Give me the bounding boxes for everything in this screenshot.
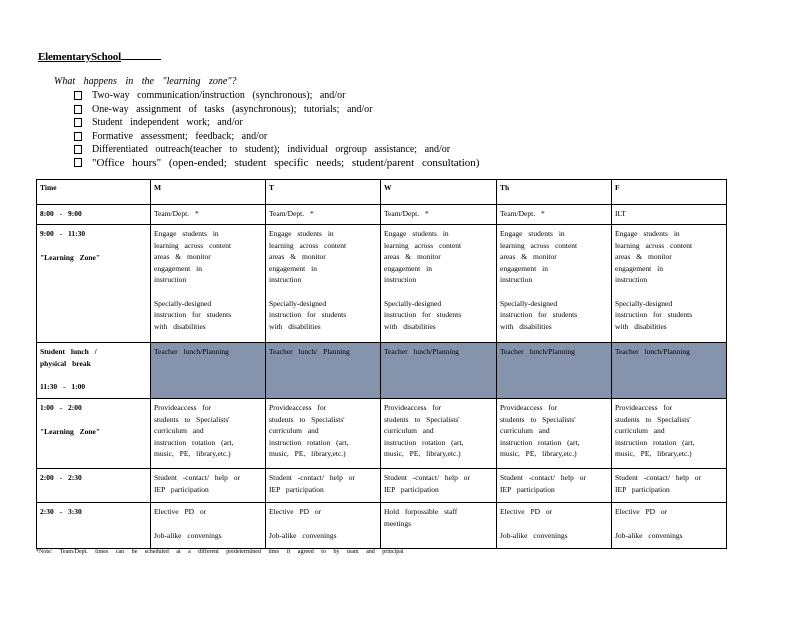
schedule-cell xyxy=(497,503,612,549)
cell-text: Specially-designed xyxy=(154,298,212,308)
cell-text: "Learning Zone" xyxy=(40,252,101,262)
cell-text: curriculum and xyxy=(154,426,204,435)
table-row xyxy=(37,225,727,343)
cell-text: Elective PD or xyxy=(615,507,668,516)
cell-text: areas & monitor xyxy=(500,252,557,261)
list-item-text: Student independent work; and/or xyxy=(92,117,243,128)
list-item-text: Differentiated outreach(teacher to student); individual orgroup assistance; and/or xyxy=(92,144,451,155)
list-item xyxy=(74,143,479,157)
cell-text: students to Specialists' xyxy=(154,414,230,424)
schedule-table xyxy=(36,179,727,549)
schedule-cell xyxy=(497,469,612,503)
cell-text: Engage students in xyxy=(384,229,449,238)
learning-zone-question: What happens in the "learning zone"? xyxy=(54,76,237,87)
cell-text: learning across content xyxy=(269,240,347,250)
cell-text: instruction rotation (art, xyxy=(154,437,234,447)
cell-text: Teacher lunch/Planning xyxy=(154,347,229,356)
cell-text: curriculum and xyxy=(269,426,319,435)
cell-text: Student -contact/ help or xyxy=(500,473,586,482)
cell-text: Engage students in xyxy=(154,229,219,238)
cell-text: meetings xyxy=(384,518,412,528)
list-item xyxy=(74,89,479,103)
cell-text: Job-alike convenings xyxy=(500,530,568,540)
cell-text: 9:00 - 11:30 xyxy=(40,229,86,238)
cell-text: Teacher lunch/Planning xyxy=(615,347,690,356)
cell-text: Provideaccess for xyxy=(384,403,442,412)
cell-text: Specially-designed xyxy=(615,298,673,308)
table-row xyxy=(37,343,727,399)
cell-text: Student -contact/ help or xyxy=(384,473,470,482)
schedule-cell xyxy=(612,469,727,503)
cell-text: 2:00 - 2:30 xyxy=(40,473,82,482)
cell-text: Job-alike convenings xyxy=(154,530,222,540)
cell-text: with disabilities xyxy=(269,321,321,331)
cell-text: Team/Dept. * xyxy=(269,209,314,218)
cell-text: curriculum and xyxy=(500,426,550,435)
cell-text: engagement in xyxy=(500,263,548,273)
column-header: W xyxy=(381,180,497,205)
cell-text: Team/Dept. * xyxy=(154,209,199,218)
cell-text: areas & monitor xyxy=(615,252,672,261)
cell-text: Hold forpossible staff xyxy=(384,507,458,516)
checkbox-icon xyxy=(74,158,82,167)
activity-list xyxy=(74,89,479,170)
cell-text: Elective PD or xyxy=(500,507,553,516)
cell-text: Job-alike convenings xyxy=(269,530,337,540)
schedule-cell xyxy=(151,503,266,549)
schedule-cell xyxy=(151,469,266,503)
time-cell xyxy=(37,205,151,225)
cell-text: curriculum and xyxy=(384,426,434,435)
cell-text: Team/Dept. * xyxy=(500,209,545,218)
cell-text: IEP participation xyxy=(615,484,670,494)
cell-text: Engage students in xyxy=(269,229,334,238)
cell-text: Student -contact/ help or xyxy=(154,473,240,482)
cell-text: with disabilities xyxy=(384,321,436,331)
schedule-cell xyxy=(612,343,727,399)
cell-text: Student -contact/ help or xyxy=(269,473,355,482)
cell-text: 8:00 - 9:00 xyxy=(40,209,82,218)
list-item-text: One-way assignment of tasks (asynchronous); tutorials; and/or xyxy=(92,103,373,115)
schedule-cell xyxy=(612,503,727,549)
cell-text: Provideaccess for xyxy=(500,403,558,412)
cell-text: with disabilities xyxy=(154,321,206,331)
cell-text: Teacher lunch/Planning xyxy=(500,347,575,356)
schedule-cell xyxy=(497,343,612,399)
list-item-text: Formative assessment; feedback; and/or xyxy=(92,130,268,142)
cell-text: IEP participation xyxy=(384,484,439,494)
cell-text: instruction xyxy=(384,275,417,284)
page-title: ElementarySchool xyxy=(38,50,161,63)
cell-text: instruction for students xyxy=(384,310,462,319)
cell-text: Specially-designed xyxy=(500,298,558,308)
cell-text: instruction xyxy=(500,275,533,284)
schedule-cell xyxy=(612,205,727,225)
time-cell xyxy=(37,343,151,399)
time-cell xyxy=(37,225,151,343)
cell-text: engagement in xyxy=(615,263,663,273)
column-header: F xyxy=(612,180,727,205)
cell-text: Provideaccess for xyxy=(269,403,327,412)
table-header-row xyxy=(37,180,727,205)
schedule-cell xyxy=(612,225,727,343)
column-header: T xyxy=(266,180,381,205)
schedule-cell xyxy=(266,343,381,399)
cell-text: engagement in xyxy=(384,263,432,273)
cell-text: Provideaccess for xyxy=(154,403,212,412)
cell-text: instruction for students xyxy=(269,310,347,319)
cell-text: students to Specialists' xyxy=(500,414,576,424)
column-header: Time xyxy=(37,180,151,205)
cell-text: engagement in xyxy=(154,263,202,273)
time-cell xyxy=(37,399,151,469)
schedule-cell xyxy=(266,399,381,469)
cell-text: learning across content xyxy=(615,240,693,250)
column-header: Th xyxy=(497,180,612,205)
time-cell xyxy=(37,503,151,549)
cell-text: Teacher lunch/ Planning xyxy=(269,347,350,356)
cell-text: 1:00 - 2:00 xyxy=(40,403,82,412)
schedule-cell xyxy=(381,469,497,503)
checkbox-icon xyxy=(74,105,82,114)
cell-text: music, PE, library,etc.) xyxy=(154,449,231,458)
cell-text: Elective PD or xyxy=(269,507,322,516)
cell-text: 2:30 - 3:30 xyxy=(40,507,82,516)
table-row xyxy=(37,205,727,225)
cell-text: instruction for students xyxy=(500,310,578,319)
schedule-cell xyxy=(151,343,266,399)
cell-text: physical break xyxy=(40,358,91,368)
cell-text: music, PE, library,etc.) xyxy=(500,449,577,458)
list-item xyxy=(74,157,479,171)
cell-text: Team/Dept. * xyxy=(384,209,429,218)
cell-text: Student lunch / xyxy=(40,347,97,356)
cell-text: Provideaccess for xyxy=(615,403,673,412)
cell-text: areas & monitor xyxy=(154,252,211,261)
schedule-cell xyxy=(266,469,381,503)
cell-text: students to Specialists' xyxy=(615,414,691,424)
cell-text: Job-alike convenings xyxy=(615,530,683,540)
cell-text: Specially-designed xyxy=(269,298,327,308)
schedule-cell xyxy=(381,399,497,469)
checkbox-icon xyxy=(74,145,82,154)
cell-text: instruction xyxy=(154,275,187,284)
list-item-text: Two-way communication/instruction (synchronous); and/or xyxy=(92,90,346,101)
cell-text: IEP participation xyxy=(269,484,324,494)
cell-text: music, PE, library,etc.) xyxy=(384,449,461,458)
time-cell xyxy=(37,469,151,503)
checkbox-icon xyxy=(74,118,82,127)
footnote: *Note: Team/Dept. times can be scheduled at a different predetermined time if agreed to by team and principal xyxy=(36,549,404,555)
cell-text: music, PE, library,etc.) xyxy=(269,449,346,458)
cell-text: curriculum and xyxy=(615,426,665,435)
cell-text: learning across content xyxy=(154,240,232,250)
schedule-cell xyxy=(266,503,381,549)
cell-text: IEP participation xyxy=(500,484,555,494)
cell-text: instruction for students xyxy=(615,310,693,319)
list-item-text: "Office hours" (open-ended; student specific needs; student/parent consultation) xyxy=(92,156,480,169)
cell-text: Specially-designed xyxy=(384,298,442,308)
table-row xyxy=(37,399,727,469)
cell-text: Engage students in xyxy=(615,229,680,238)
table-row xyxy=(37,469,727,503)
checkbox-icon xyxy=(74,132,82,141)
schedule-cell xyxy=(381,503,497,549)
cell-text: 11:30 - 1:00 xyxy=(40,382,86,391)
cell-text: "Learning Zone" xyxy=(40,426,101,436)
schedule-cell xyxy=(266,225,381,343)
cell-text: students to Specialists' xyxy=(384,414,460,424)
cell-text: instruction rotation (art, xyxy=(384,437,464,447)
cell-text: with disabilities xyxy=(500,321,552,331)
schedule-cell xyxy=(151,399,266,469)
schedule-cell xyxy=(497,205,612,225)
cell-text: Engage students in xyxy=(500,229,565,238)
schedule-cell xyxy=(381,343,497,399)
cell-text: ILT xyxy=(615,209,626,218)
cell-text: areas & monitor xyxy=(384,252,441,261)
cell-text: IEP participation xyxy=(154,484,209,494)
schedule-cell xyxy=(151,225,266,343)
cell-text: instruction rotation (art, xyxy=(269,437,349,447)
schedule-cell xyxy=(497,399,612,469)
cell-text: instruction rotation (art, xyxy=(500,437,580,447)
cell-text: learning across content xyxy=(500,240,578,250)
schedule-cell xyxy=(381,205,497,225)
cell-text: Elective PD or xyxy=(154,507,207,516)
cell-text: instruction for students xyxy=(154,310,232,319)
cell-text: with disabilities xyxy=(615,321,667,331)
cell-text: music, PE, library,etc.) xyxy=(615,449,692,458)
table-row xyxy=(37,503,727,549)
list-item xyxy=(74,116,479,130)
cell-text: engagement in xyxy=(269,263,317,273)
schedule-cell xyxy=(612,399,727,469)
checkbox-icon xyxy=(74,91,82,100)
column-header: M xyxy=(151,180,266,205)
schedule-cell xyxy=(266,205,381,225)
cell-text: instruction xyxy=(615,275,648,284)
cell-text: Teacher lunch/Planning xyxy=(384,347,459,356)
schedule-cell xyxy=(381,225,497,343)
list-item xyxy=(74,130,479,144)
cell-text: instruction rotation (art, xyxy=(615,437,695,447)
cell-text: students to Specialists' xyxy=(269,414,345,424)
cell-text: learning across content xyxy=(384,240,462,250)
list-item xyxy=(74,103,479,117)
schedule-cell xyxy=(497,225,612,343)
schedule-cell xyxy=(151,205,266,225)
cell-text: instruction xyxy=(269,275,302,284)
cell-text: Student -contact/ help or xyxy=(615,473,701,482)
cell-text: areas & monitor xyxy=(269,252,326,261)
